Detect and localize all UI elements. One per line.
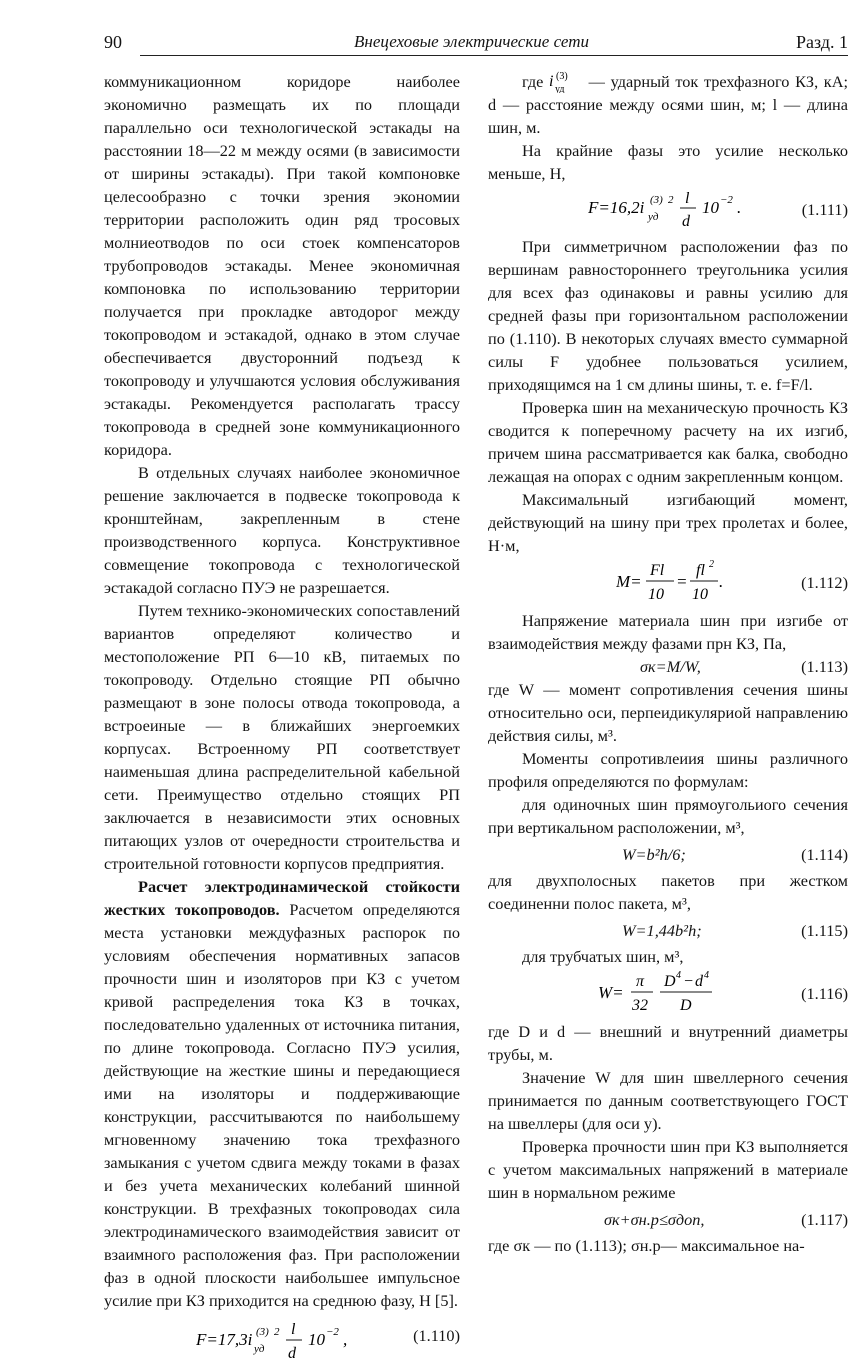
right-column — [488, 70, 848, 1257]
paragraph: Моменты сопротивлеиия шины различного профиля определяются по формулам: — [488, 749, 848, 791]
paragraph: Проверка шин на механическую прочность КЗ сводится к поперечному расчету на их изгиб, причем шина рассматривается как балка, свободно лежащая на опорах с одним закрепленным концом. — [488, 398, 848, 486]
svg-text:(3): (3) — [256, 1326, 269, 1338]
svg-text:π: π — [636, 973, 645, 990]
paragraph: где i (3) уд — ударный ток трехфазного КЗ, кА; d — расстояние между осями шин, м; l — длина шин, м. — [488, 71, 848, 137]
paragraph: для двухполосных пакетов при жестком соединенни полос пакета, м³, — [488, 871, 848, 913]
svg-text:(3): (3) — [650, 194, 663, 206]
svg-text:10: 10 — [308, 1330, 325, 1349]
formula — [598, 968, 748, 1020]
paragraph: для трубчатых шин, м³, — [522, 947, 684, 966]
equation-number: (1.116) — [801, 984, 848, 1003]
paragraph: Напряжение материала шин при изгибе от взаимодействия между фазами прн КЗ, Па, — [488, 611, 848, 653]
equation-1-110 — [104, 1312, 460, 1368]
paragraph: где W — момент сопротивления сечения шины относительно оси, перпеидикуляриой направлению действия силы, м³. — [488, 680, 848, 745]
page-number: 90 — [104, 32, 122, 52]
svg-text:l: l — [685, 190, 690, 207]
equation-1-114 — [488, 839, 848, 869]
svg-text:W=: W= — [598, 983, 624, 1002]
equation-number: (1.114) — [801, 845, 848, 864]
svg-text:10: 10 — [648, 586, 664, 603]
equation-1-115 — [488, 915, 848, 945]
paragraph-body: Расчетом определяются места установки междуфазных распорок по условиям обеспечения нормативных запасов прочности шин и изоляторов при КЗ с учетом кривой распределения тока КЗ в точках, последовательно удаленных от источника питания, по длине токопровода. Согласно ПУЭ усилия, действующие на жесткие шины и передающиеся ими на изоляторы и поддерживающие конструкции, рассчитываются по наибольшему мгновенному значению тока трехфазного замыкания с учетом сдвига между токами в фазах и без учета механических колебаний шинной конструкции. В трехфазных токопроводах сила электродинамического взаимодействия зависит от взаимного расположения фаз. При расположении фаз в одной плоскости наибольшее импульсное усилие при КЗ приходится на среднюю фазу, Н [5]. — [104, 900, 460, 1310]
svg-text:,: , — [343, 1330, 348, 1349]
formula — [196, 1314, 376, 1364]
svg-text:2: 2 — [709, 559, 714, 570]
svg-text:d: d — [288, 1345, 296, 1362]
svg-text:2: 2 — [668, 194, 674, 206]
svg-text:−: − — [683, 973, 694, 990]
svg-text:=: = — [676, 572, 688, 591]
svg-text:−2: −2 — [720, 194, 733, 206]
paragraph: Путем технико-экономических сопоставлений вариантов определяют количество и местоположение РП 6—10 кВ, питаемых по токопроводу. Отдельно стоящие РП обычно размещают в зоне полосы отвода токопровода, а встроеиные — в ближайших энергоемких корпусах. Встроенному РП соответствует наименьшая длина распределительной кабельной сети. Преимущество отдельно стоящих РП заключается в независимости этих основных питающих узлов от очередности строительства и строительной готовности корпусов предприятия. — [104, 601, 460, 873]
svg-text:2: 2 — [274, 1326, 280, 1338]
svg-text:−2: −2 — [326, 1326, 339, 1338]
left-column — [104, 70, 460, 1368]
equation-1-117 — [488, 1204, 848, 1234]
equation-number: (1.111) — [801, 200, 848, 219]
svg-text:d: d — [695, 973, 703, 990]
svg-text:D: D — [680, 997, 692, 1014]
formula: σк+σн.р≤σдоп, — [604, 1210, 705, 1229]
svg-text:D: D — [664, 973, 676, 990]
svg-text:i: i — [549, 73, 554, 90]
formula: W=1,44b²h; — [622, 921, 702, 940]
equation-number: (1.112) — [801, 573, 848, 592]
svg-text:уд: уд — [254, 1343, 265, 1355]
svg-text:уд: уд — [648, 211, 659, 223]
svg-text:.: . — [719, 572, 724, 591]
svg-text:Fl: Fl — [650, 562, 665, 579]
equation-number: (1.115) — [801, 921, 848, 940]
svg-text:(3): (3) — [556, 71, 568, 82]
svg-text:F=16,2i: F=16,2i — [588, 198, 645, 217]
svg-text:10: 10 — [702, 198, 719, 217]
paragraph: При симметричном расположении фаз по вершинам равностороннего треугольника усилия для всех фаз одинаковы и равны усилию для средней фазы при горизонтальном расположении по (1.110). В некоторых случаях вместо суммарной силы F удобнее пользоваться усилием, приходящимся на 1 см длины шины, т. е. f=F/l. — [488, 237, 848, 394]
paragraph: для одиночных шин прямоугольиого сечения при вертикальном расположении, м³, — [488, 795, 848, 837]
equation-1-116 — [488, 968, 848, 1020]
equation-1-111 — [488, 185, 848, 235]
svg-text:4: 4 — [676, 970, 681, 981]
svg-text:l: l — [291, 1321, 296, 1338]
svg-text:.: . — [737, 198, 742, 217]
svg-text:d: d — [682, 213, 690, 230]
paragraph: Значение W для шин швеллерного сечения принимается по данным соответствующего ГОСТ на швеллеры (для оси y). — [488, 1068, 848, 1133]
section-heading: Расчет электродинамической стойкости жестких токопроводов. — [104, 877, 460, 919]
formula — [616, 557, 766, 609]
equation-number: (1.117) — [801, 1210, 848, 1229]
svg-text:32: 32 — [632, 997, 648, 1014]
equation-number: (1.110) — [413, 1326, 460, 1345]
paragraph — [104, 875, 460, 1312]
paragraph: где D и d — внешний и внутренний диаметры трубы, м. — [488, 1022, 848, 1064]
svg-text:4: 4 — [704, 970, 709, 981]
svg-text:10: 10 — [692, 586, 708, 603]
paragraph: В отдельных случаях наиболее экономичное решение заключается в подвеске токопровода к кронштейнам, закрепленным в стене производственного корпуса. Конструктивное совмещение токопровода с технологической эстакадой согласно ПУЭ не разрешается. — [104, 463, 460, 597]
equation-1-113 — [488, 655, 848, 678]
section-label: Разд. 1 — [796, 32, 848, 52]
page-header — [104, 30, 848, 54]
equation-number: (1.113) — [801, 657, 848, 676]
formula — [588, 185, 758, 235]
header-rule — [140, 55, 848, 56]
paragraph: Максимальный изгибающий момент, действующий на шину при трех пролетах и более, Н·м, — [488, 490, 848, 555]
paragraph: Проверка прочности шин при КЗ выполняется с учетом максимальных напряжений в материале шин в нормальном режиме — [488, 1137, 848, 1202]
paragraph: где σк — по (1.113); σн.р— максимальное на- — [488, 1236, 805, 1255]
symbol-i-ud — [549, 71, 583, 93]
svg-text:F=17,3i: F=17,3i — [196, 1330, 253, 1349]
svg-text:fl: fl — [696, 562, 705, 579]
formula: σк=M/W, — [640, 657, 701, 676]
paragraph: На крайние фазы это усилие несколько меньше, Н, — [488, 141, 848, 183]
svg-text:M=: M= — [616, 572, 642, 591]
equation-1-112 — [488, 557, 848, 609]
paragraph: коммуникационном коридоре наиболее экономично размещать их по площади параллельно оси технологической эстакады на расстоянии 18—22 м между осями (в зависимости от ширины эстакады). При такой компоновке целесообразно с точки зрения экономии территории расположить один ряд тросовых молниеотводов по оси стоек компенсаторов трубопроводов эстакады. Менее экономичная компоновка по использованию территории получается при прокладке автодорог между токопроводом и эстакадой, однако в этом случае обеспечивается двусторонний подъезд к токопроводу и улучшаются условия обслуживания эстакады. Рекомендуется располагать трассу токопровода в средней зоне коммуникационного коридора. — [104, 72, 460, 459]
formula: W=b²h/6; — [622, 845, 686, 864]
svg-text:уд: уд — [555, 84, 565, 93]
running-title: Внецеховые электрические сети — [354, 32, 590, 51]
